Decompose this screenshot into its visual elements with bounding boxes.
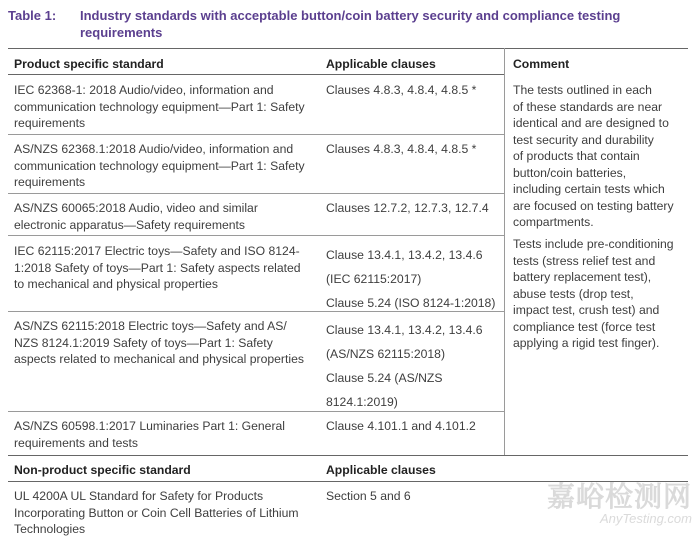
table-caption-label: Table 1: (8, 8, 57, 23)
clause-line: (IEC 62115:2017) (326, 272, 422, 286)
header-rule (8, 74, 504, 75)
standard-line: electronic apparatus—Safety requirements (14, 217, 246, 232)
standard-line: AS/NZS 62368.1:2018 Audio/video, information and (14, 142, 294, 156)
standard-line: Incorporating Button or Coin Cell Batteries of Lithium (14, 505, 299, 520)
standard-line: IEC 62368-1: 2018 Audio/video, information and (14, 83, 274, 97)
table-caption-text: Industry standards with acceptable button/coin battery security and compliance testing requirements (80, 8, 621, 40)
comment-line: abuse tests (drop test, (513, 286, 634, 301)
header-non-product-standard: Non-product specific standard (14, 463, 191, 477)
clause-line: Clause 4.101.1 and 4.101.2 (326, 419, 476, 433)
clause-line: Clause 5.24 (ISO 8124-1:2018) (326, 296, 496, 310)
standard-line: to mechanical and physical properties (14, 277, 218, 291)
table-row-standard (14, 418, 314, 451)
watermark-english: AnyTesting.com (599, 511, 692, 526)
table-row-clauses (326, 141, 504, 158)
comment-line: identical and are designed to (513, 116, 669, 130)
row-rule-1 (8, 134, 504, 135)
watermark-chinese: 嘉峪检测网 (546, 481, 692, 512)
header-comment: Comment (513, 57, 570, 71)
row-rule-2 (8, 193, 504, 194)
comment-line: button/coin batteries, (513, 165, 627, 180)
table-row-clauses (326, 318, 504, 414)
table-row-standard (14, 488, 314, 538)
row-rule-6 (8, 455, 688, 456)
clause-line: Clause 13.4.1, 13.4.2, 13.4.6 (326, 248, 483, 262)
row-rule-3 (8, 235, 504, 236)
clause-line: Clauses 12.7.2, 12.7.3, 12.7.4 (326, 201, 489, 215)
standard-line: UL 4200A UL Standard for Safety for Products (14, 489, 264, 503)
header-non-product-clauses: Applicable clauses (326, 463, 436, 477)
clause-line: Clauses 4.8.3, 4.8.4, 4.8.5 * (326, 83, 477, 97)
table-row-standard (14, 141, 314, 191)
comment-line: including certain tests which (513, 182, 665, 196)
comment-line: compliance test (force test (513, 319, 656, 334)
table-row-standard (14, 82, 314, 132)
standard-line: communication technology equipment—Part 1: Safety (14, 99, 305, 114)
standard-line: communication technology equipment—Part 1: Safety (14, 158, 305, 173)
comment-paragraph-2 (513, 236, 688, 352)
comment-line: The tests outlined in each (513, 83, 652, 97)
comment-line: are focused on testing battery (513, 198, 674, 213)
standard-line: 1:2018 Safety of toys—Part 1: Safety aspects related (14, 260, 301, 275)
table-top-rule (8, 48, 688, 49)
table-row-clauses (326, 418, 504, 435)
clause-line: Clause 13.4.1, 13.4.2, 13.4.6 (326, 323, 483, 337)
standard-line: requirements (14, 175, 86, 189)
comment-line: test security and durability (513, 132, 654, 147)
comment-line: battery replacement test), (513, 270, 652, 284)
comment-line: of products that contain (513, 149, 640, 163)
comment-line: impact test, crush test) and (513, 303, 660, 317)
comment-line: of these standards are near (513, 99, 663, 114)
header-product-standard: Product specific standard (14, 57, 164, 71)
clause-line: 8124.1:2019) (326, 395, 398, 409)
standard-line: requirements (14, 116, 86, 130)
table-row-standard (14, 200, 314, 233)
standard-line: IEC 62115:2017 Electric toys—Safety and ISO 8124- (14, 244, 300, 258)
table-row-clauses: Section 5 and 6 (326, 489, 411, 503)
table-row-standard (14, 318, 314, 368)
watermark (547, 482, 692, 526)
comment-line: Tests include pre-conditioning (513, 237, 674, 251)
standard-line: AS/NZS 60598.1:2017 Luminaries Part 1: General (14, 419, 285, 433)
standard-line: NZS 8124.1:2019 Safety of toys—Part 1: Safety (14, 335, 273, 350)
header-applicable-clauses: Applicable clauses (326, 57, 436, 71)
table-row-clauses (326, 82, 504, 99)
standard-line: AS/NZS 60065:2018 Audio, video and similar (14, 201, 258, 215)
clause-line: Clause 5.24 (AS/NZS (326, 371, 443, 385)
standard-line: aspects related to mechanical and physical properties (14, 352, 304, 366)
standard-line: requirements and tests (14, 435, 138, 450)
standard-line: Technologies (14, 522, 86, 536)
comment-paragraph-1 (513, 82, 688, 231)
comment-line: tests (stress relief test and (513, 253, 656, 268)
table-row-clauses (326, 243, 504, 315)
table-row-clauses (326, 200, 504, 217)
comment-column-divider (504, 48, 505, 455)
table-row-standard (14, 243, 314, 293)
clause-line: (AS/NZS 62115:2018) (326, 347, 446, 361)
clause-line: Clauses 4.8.3, 4.8.4, 4.8.5 * (326, 142, 477, 156)
comment-line: applying a rigid test finger). (513, 336, 660, 350)
standard-line: AS/NZS 62115:2018 Electric toys—Safety and AS/ (14, 319, 287, 333)
comment-line: compartments. (513, 215, 594, 229)
